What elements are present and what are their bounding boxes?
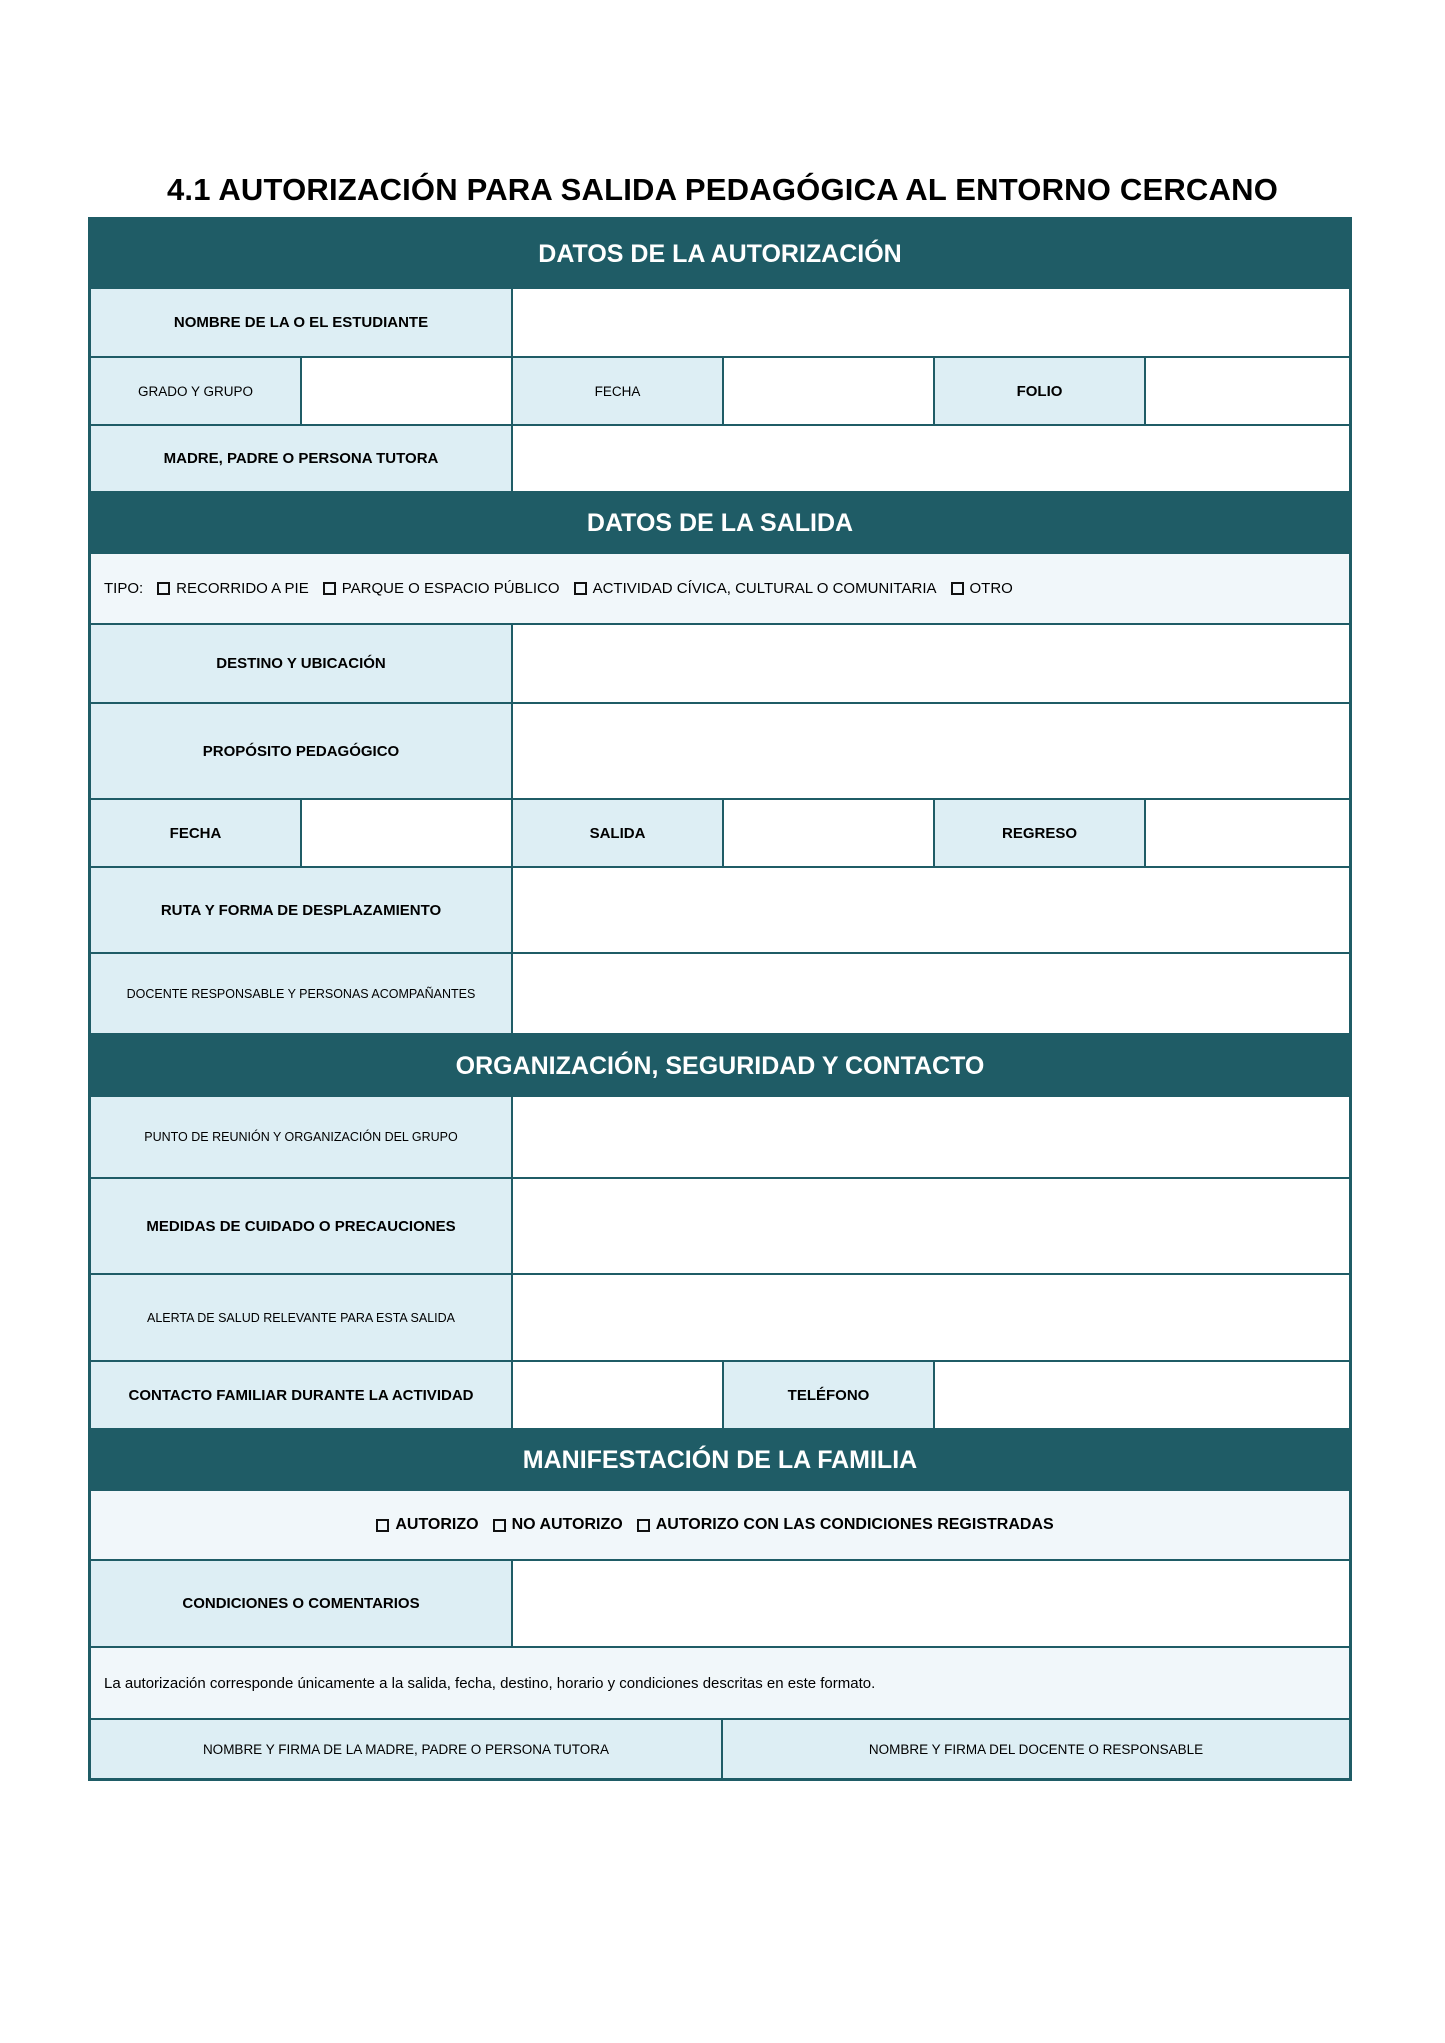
label-fecha: FECHA xyxy=(513,358,724,426)
label-proposito: PROPÓSITO PEDAGÓGICO xyxy=(91,704,513,800)
label-docente: DOCENTE RESPONSABLE Y PERSONAS ACOMPAÑANTES xyxy=(91,954,513,1035)
label-madre-padre: MADRE, PADRE O PERSONA TUTORA xyxy=(91,426,513,493)
label-condiciones: CONDICIONES O COMENTARIOS xyxy=(91,1561,513,1648)
label-ruta: RUTA Y FORMA DE DESPLAZAMIENTO xyxy=(91,868,513,954)
authorization-form xyxy=(88,217,1352,1781)
label-folio: FOLIO xyxy=(935,358,1146,426)
checkbox-icon[interactable] xyxy=(493,1519,506,1532)
section-header-salida: DATOS DE LA SALIDA xyxy=(91,493,1349,554)
row-contacto xyxy=(91,1362,1349,1430)
authorization-note: La autorización corresponde únicamente a la salida, fecha, destino, horario y condiciones descritas en este formato. xyxy=(91,1648,1349,1720)
ruta-field[interactable] xyxy=(513,868,1349,954)
firma-tutor[interactable]: NOMBRE Y FIRMA DE LA MADRE, PADRE O PERSONA TUTORA xyxy=(91,1720,723,1778)
punto-reunion-field[interactable] xyxy=(513,1097,1349,1179)
row-alerta xyxy=(91,1275,1349,1362)
regreso-field[interactable] xyxy=(1146,800,1349,868)
nombre-estudiante-field[interactable] xyxy=(513,289,1349,358)
folio-field[interactable] xyxy=(1146,358,1349,426)
label-medidas: MEDIDAS DE CUIDADO O PRECAUCIONES xyxy=(91,1179,513,1275)
checkbox-icon[interactable] xyxy=(376,1519,389,1532)
checkbox-icon[interactable] xyxy=(574,582,587,595)
telefono-field[interactable] xyxy=(935,1362,1349,1430)
page-title: 4.1 AUTORIZACIÓN PARA SALIDA PEDAGÓGICA AL ENTORNO CERCANO xyxy=(166,172,1279,207)
section-header-autorizacion: DATOS DE LA AUTORIZACIÓN xyxy=(91,220,1349,289)
tipo-label: TIPO: xyxy=(104,580,144,597)
label-alerta: ALERTA DE SALUD RELEVANTE PARA ESTA SALIDA xyxy=(91,1275,513,1362)
section-header-organizacion: ORGANIZACIÓN, SEGURIDAD Y CONTACTO xyxy=(91,1035,1349,1097)
option-recorrido[interactable]: RECORRIDO A PIE xyxy=(155,580,309,597)
row-ruta xyxy=(91,868,1349,954)
row-proposito xyxy=(91,704,1349,800)
option-actividad[interactable]: ACTIVIDAD CÍVICA, CULTURAL O COMUNITARIA xyxy=(572,580,937,597)
medidas-field[interactable] xyxy=(513,1179,1349,1275)
row-firmas xyxy=(91,1720,1349,1778)
option-otro[interactable]: OTRO xyxy=(949,580,1013,597)
row-condiciones xyxy=(91,1561,1349,1648)
contacto-field[interactable] xyxy=(513,1362,724,1430)
label-regreso: REGRESO xyxy=(935,800,1146,868)
destino-field[interactable] xyxy=(513,625,1349,704)
option-no-autorizo[interactable]: NO AUTORIZO xyxy=(491,1516,623,1534)
fecha-field[interactable] xyxy=(724,358,935,426)
proposito-field[interactable] xyxy=(513,704,1349,800)
option-autorizo[interactable]: AUTORIZO xyxy=(374,1516,478,1534)
row-grado-fecha-folio xyxy=(91,358,1349,426)
label-contacto: CONTACTO FAMILIAR DURANTE LA ACTIVIDAD xyxy=(91,1362,513,1430)
row-punto-reunion xyxy=(91,1097,1349,1179)
tipo-options-row xyxy=(91,554,1349,625)
section-header-familia: MANIFESTACIÓN DE LA FAMILIA xyxy=(91,1430,1349,1491)
label-fecha-salida: FECHA xyxy=(91,800,302,868)
madre-padre-field[interactable] xyxy=(513,426,1349,493)
row-destino xyxy=(91,625,1349,704)
label-nombre-estudiante: NOMBRE DE LA O EL ESTUDIANTE xyxy=(91,289,513,358)
alerta-field[interactable] xyxy=(513,1275,1349,1362)
checkbox-icon[interactable] xyxy=(637,1519,650,1532)
label-grado-grupo: GRADO Y GRUPO xyxy=(91,358,302,426)
docente-field[interactable] xyxy=(513,954,1349,1035)
option-autorizo-condiciones[interactable]: AUTORIZO CON LAS CONDICIONES REGISTRADAS xyxy=(635,1516,1054,1534)
manifestacion-options-row xyxy=(91,1491,1349,1561)
label-telefono: TELÉFONO xyxy=(724,1362,935,1430)
salida-field[interactable] xyxy=(724,800,935,868)
row-medidas xyxy=(91,1179,1349,1275)
label-punto-reunion: PUNTO DE REUNIÓN Y ORGANIZACIÓN DEL GRUPO xyxy=(91,1097,513,1179)
firma-docente[interactable]: NOMBRE Y FIRMA DEL DOCENTE O RESPONSABLE xyxy=(723,1720,1349,1778)
label-salida: SALIDA xyxy=(513,800,724,868)
checkbox-icon[interactable] xyxy=(157,582,170,595)
row-docente xyxy=(91,954,1349,1035)
fecha-salida-field[interactable] xyxy=(302,800,513,868)
grado-grupo-field[interactable] xyxy=(302,358,513,426)
row-nombre-estudiante xyxy=(91,289,1349,358)
checkbox-icon[interactable] xyxy=(951,582,964,595)
condiciones-field[interactable] xyxy=(513,1561,1349,1648)
label-destino: DESTINO Y UBICACIÓN xyxy=(91,625,513,704)
row-madre-padre xyxy=(91,426,1349,493)
row-fecha-salida-regreso xyxy=(91,800,1349,868)
checkbox-icon[interactable] xyxy=(323,582,336,595)
option-parque[interactable]: PARQUE O ESPACIO PÚBLICO xyxy=(321,580,560,597)
